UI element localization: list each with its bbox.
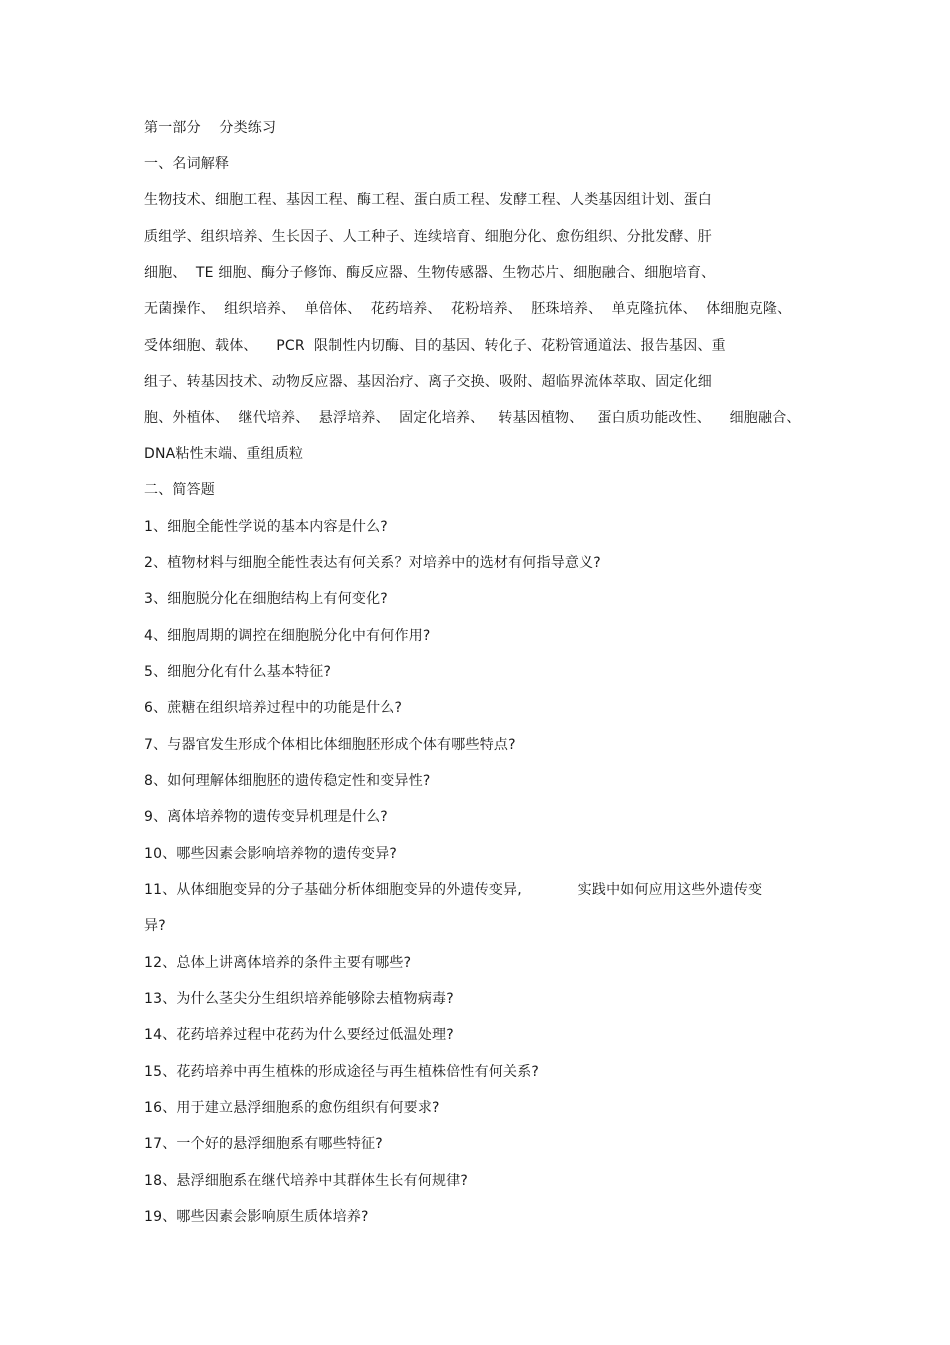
question-line: 15、花药培养中再生植株的形成途径与再生植株倍性有何关系? bbox=[144, 1064, 540, 1080]
term-line: 胞、外植体、 继代培养、 悬浮培养、 固定化培养、 转基因植物、 蛋白质功能改性、 细胞融合、 bbox=[144, 410, 801, 426]
question-line: 5、细胞分化有什么基本特征? bbox=[144, 664, 332, 680]
question-line: 4、细胞周期的调控在细胞脱分化中有何作用? bbox=[144, 628, 431, 644]
question-line: 11、从体细胞变异的分子基础分析体细胞变异的外遗传变异, 实践中如何应用这些外遗传变 bbox=[144, 882, 763, 898]
section-heading-terms: 一、名词解释 bbox=[144, 156, 230, 172]
question-line: 16、用于建立悬浮细胞系的愈伤组织有何要求? bbox=[144, 1100, 440, 1116]
question-line: 8、如何理解体细胞胚的遗传稳定性和变异性? bbox=[144, 773, 431, 789]
question-line: 1、细胞全能性学说的基本内容是什么? bbox=[144, 519, 388, 535]
question-line: 19、哪些因素会影响原生质体培养? bbox=[144, 1209, 369, 1225]
question-line: 7、与器官发生形成个体相比体细胞胚形成个体有哪些特点? bbox=[144, 737, 516, 753]
term-line: 组子、转基因技术、动物反应器、基因治疗、离子交换、吸附、超临界流体萃取、固定化细 bbox=[144, 374, 712, 390]
question-line: 2、植物材料与细胞全能性表达有何关系？对培养中的选材有何指导意义? bbox=[144, 555, 601, 571]
question-line: 13、为什么茎尖分生组织培养能够除去植物病毒? bbox=[144, 991, 454, 1007]
term-line: 细胞、 TE 细胞、酶分子修饰、酶反应器、生物传感器、生物芯片、细胞融合、细胞培育、 bbox=[144, 265, 716, 281]
question-line: 17、一个好的悬浮细胞系有哪些特征? bbox=[144, 1136, 383, 1152]
question-line: 14、花药培养过程中花药为什么要经过低温处理? bbox=[144, 1027, 454, 1043]
term-line: 受体细胞、载体、 PCR 限制性内切酶、目的基因、转化子、花粉管通道法、报告基因、重 bbox=[144, 338, 726, 354]
question-line: 10、哪些因素会影响培养物的遗传变异? bbox=[144, 846, 398, 862]
question-line: 异? bbox=[144, 918, 166, 934]
part-heading: 第一部分 分类练习 bbox=[144, 120, 277, 136]
question-line: 18、悬浮细胞系在继代培养中其群体生长有何规律? bbox=[144, 1173, 469, 1189]
section-heading-questions: 二、简答题 bbox=[144, 482, 215, 498]
question-line: 9、离体培养物的遗传变异机理是什么? bbox=[144, 809, 388, 825]
term-line: DNA粘性末端、重组质粒 bbox=[144, 446, 304, 462]
term-line: 质组学、组织培养、生长因子、人工种子、连续培育、细胞分化、愈伤组织、分批发酵、肝 bbox=[144, 229, 712, 245]
question-line: 12、总体上讲离体培养的条件主要有哪些? bbox=[144, 955, 412, 971]
question-line: 3、细胞脱分化在细胞结构上有何变化? bbox=[144, 591, 388, 607]
term-line: 生物技术、细胞工程、基因工程、酶工程、蛋白质工程、发酵工程、人类基因组计划、蛋白 bbox=[144, 192, 712, 208]
question-line: 6、蔗糖在组织培养过程中的功能是什么? bbox=[144, 700, 403, 716]
term-line: 无菌操作、 组织培养、 单倍体、 花药培养、 花粉培养、 胚珠培养、 单克隆抗体、 体细胞克隆、 bbox=[144, 301, 792, 317]
